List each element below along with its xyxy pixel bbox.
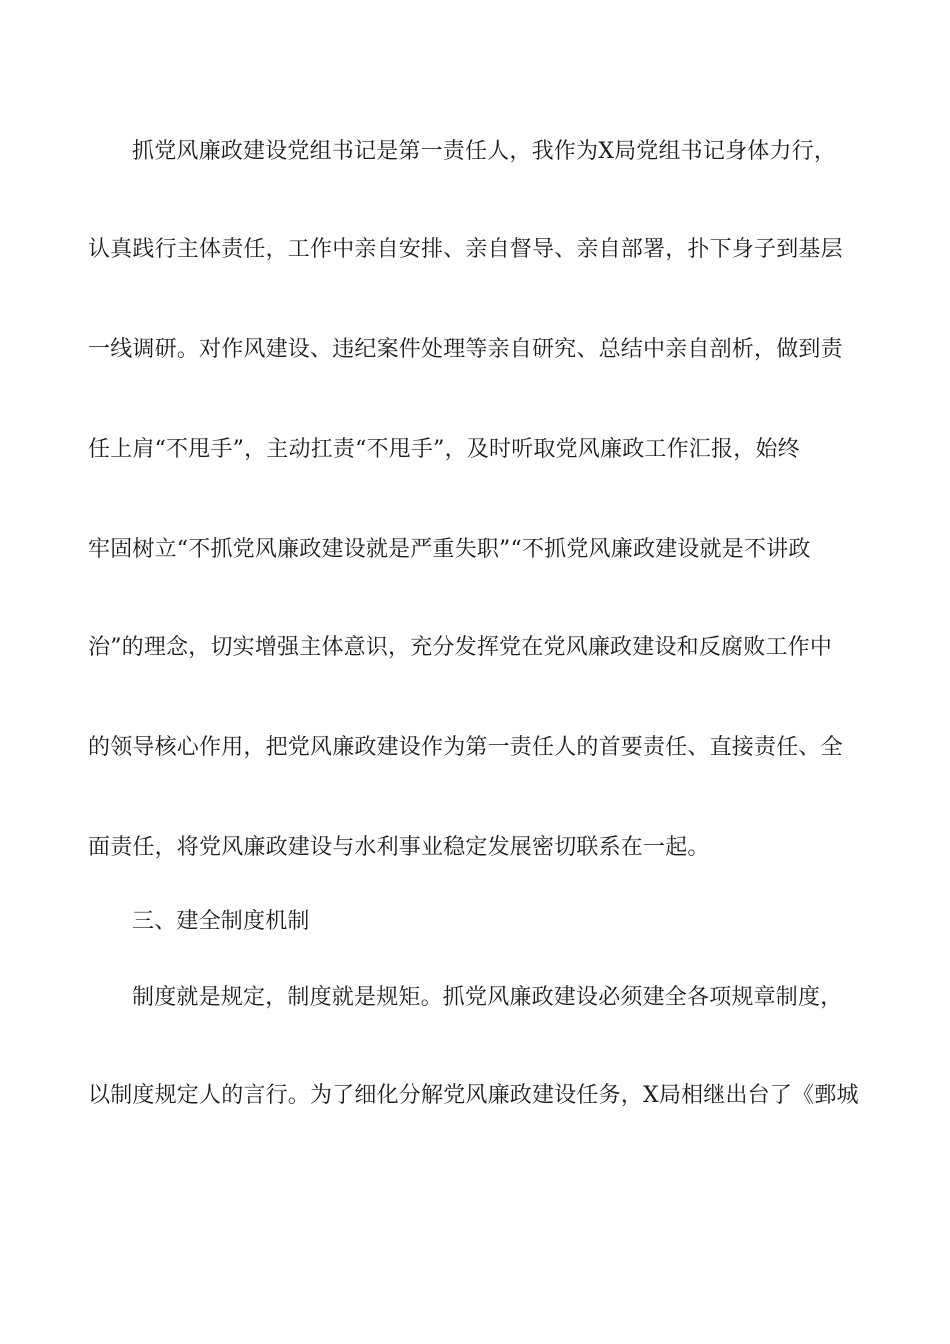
paragraph-line-5: 牢固树立“不抓党风廉政建设就是严重失职”“不抓党风廉政建设就是不讲政 (88, 537, 811, 562)
paragraph-line-8: 面责任，将党风廉政建设与水利事业稳定发展密切联系在一起。 (88, 835, 710, 860)
paragraph-line-9: 制度就是规定，制度就是规矩。抓党风廉政建设必须建全各项规章制度， (132, 985, 843, 1010)
paragraph-line-10: 以制度规定人的言行。为了细化分解党风廉政建设任务，X局相继出台了《鄄城 (88, 1083, 859, 1108)
paragraph-line-4: 任上肩“不甩手”，主动扛责“不甩手”，及时听取党风廉政工作汇报，始终 (88, 437, 800, 462)
paragraph-line-1: 抓党风廉政建设党组书记是第一责任人，我作为X局党组书记身体力行， (132, 139, 837, 164)
section-heading: 三、建全制度机制 (132, 909, 310, 934)
paragraph-line-6: 治”的理念，切实增强主体意识，充分发挥党在党风廉政建设和反腐败工作中 (88, 635, 833, 660)
paragraph-line-2: 认真践行主体责任，工作中亲自安排、亲自督导、亲自部署，扑下身子到基层 (88, 237, 843, 262)
paragraph-line-7: 的领导核心作用，把党风廉政建设作为第一责任人的首要责任、直接责任、全 (88, 735, 843, 760)
paragraph-line-3: 一线调研。对作风建设、违纪案件处理等亲自研究、总结中亲自剖析，做到责 (88, 337, 843, 362)
